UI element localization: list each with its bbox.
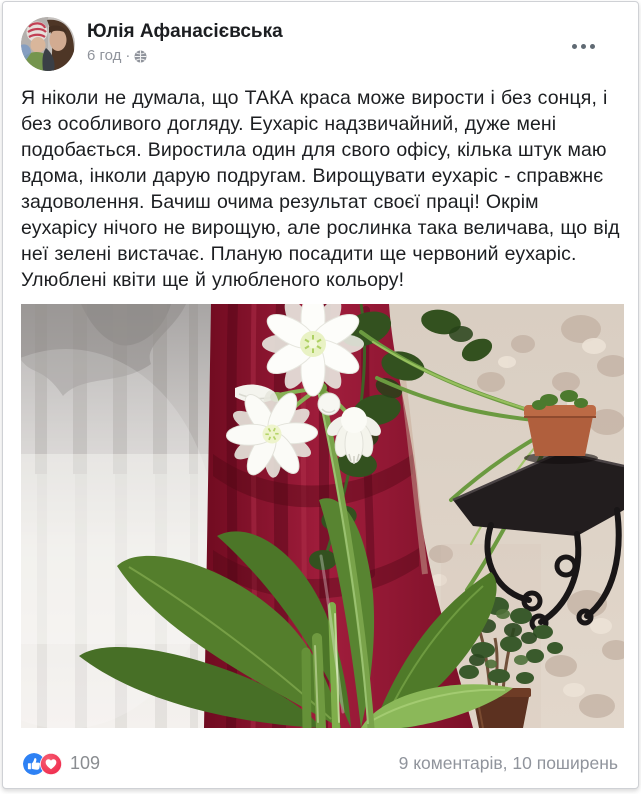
ellipsis-dot bbox=[590, 44, 595, 49]
comments-shares-count[interactable]: 9 коментарів, 10 поширень bbox=[398, 753, 618, 773]
post-text: Я ніколи не думала, що ТАКА краса може вирости і без сонця, і без особливого догляду. Еухаріс надзвичайний, дуже мені подобається. Виростила один для свого офісу, кілька штук маю вдома, інколи дарую подругам. Вирощувати еухаріс - справжнє задоволення. Бачиш очима результат своєї праці! Окрім еухарісу нічого не вирощую, але рослинка така величава, що від неї зелені вистачає. Планую посадити ще червоний еухаріс. Улюблені квіти ще й улюбленого кольору! bbox=[21, 87, 620, 291]
post-footer bbox=[3, 739, 638, 788]
ellipsis-dot bbox=[581, 44, 586, 49]
globe-icon bbox=[134, 50, 147, 63]
post-menu-button[interactable] bbox=[570, 38, 597, 55]
reactions-summary[interactable] bbox=[23, 753, 100, 775]
eucharis-plant-photo bbox=[21, 304, 624, 728]
avatar-photo bbox=[21, 17, 75, 71]
dot-separator: · bbox=[125, 47, 131, 64]
reaction-count[interactable]: 109 bbox=[70, 753, 101, 773]
author-name[interactable]: Юлія Афанасієвська bbox=[87, 21, 283, 42]
post-header bbox=[3, 2, 638, 77]
facebook-post-card bbox=[2, 1, 639, 789]
heart-love-icon bbox=[40, 753, 62, 775]
post-timestamp[interactable]: 6 год bbox=[87, 47, 122, 64]
avatar[interactable] bbox=[21, 17, 75, 71]
post-photo[interactable] bbox=[21, 304, 620, 728]
ellipsis-dot bbox=[572, 44, 577, 49]
